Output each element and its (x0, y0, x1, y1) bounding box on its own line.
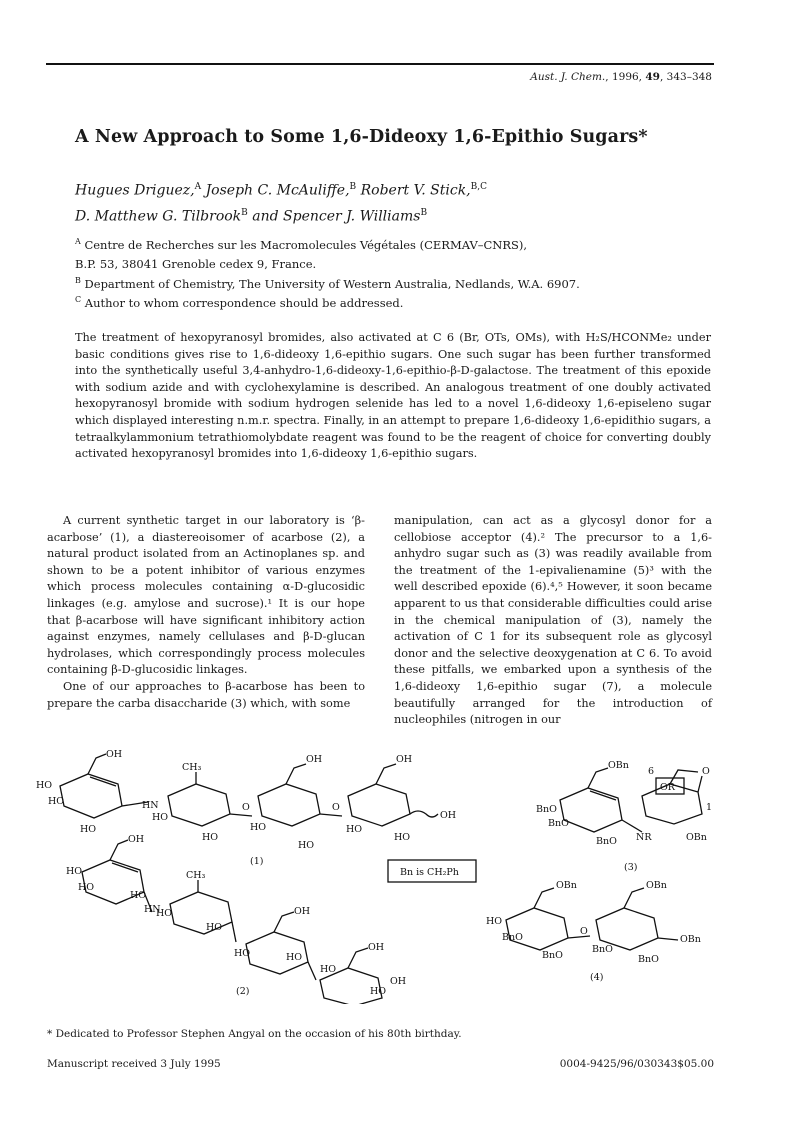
svg-text:(1): (1) (250, 856, 264, 867)
svg-text:CH₃: CH₃ (182, 762, 202, 773)
svg-text:HN: HN (142, 800, 159, 811)
svg-text:HO: HO (48, 796, 65, 807)
svg-text:OH: OH (440, 810, 457, 821)
received-date: Manuscript received 3 July 1995 (47, 1058, 221, 1070)
svg-text:BnO: BnO (502, 932, 523, 943)
svg-text:OBn: OBn (556, 880, 577, 891)
svg-text:HO: HO (80, 824, 97, 835)
svg-text:OH: OH (306, 754, 323, 765)
affiliations (75, 234, 580, 311)
svg-text:HO: HO (78, 882, 95, 893)
svg-text:HN: HN (144, 904, 161, 915)
svg-text:BnO: BnO (638, 954, 659, 965)
footnote: * Dedicated to Professor Stephen Angyal on the occasion of his 80th birthday. (47, 1028, 462, 1040)
svg-text:HO: HO (486, 916, 503, 927)
svg-text:OH: OH (128, 834, 145, 845)
svg-text:HO: HO (286, 952, 303, 963)
svg-text:HO: HO (394, 832, 411, 843)
body-column-right (394, 513, 712, 729)
affiliation-line: $^C$ Author to whom correspondence should be addressed. (75, 294, 404, 310)
svg-text:HO: HO (36, 780, 53, 791)
svg-text:OH: OH (294, 906, 311, 917)
svg-text:HO: HO (320, 964, 337, 975)
affiliation-line: $^A$ Centre de Recherches sur les Macromolecules Végétales (CERMAV–CNRS), (75, 237, 528, 252)
svg-text:HO: HO (202, 832, 219, 843)
paragraph: One of our approaches to β-acarbose has been to prepare the carba disaccharide (3) which, with some (47, 679, 365, 710)
chemical-structures-scheme (30, 744, 770, 1004)
affiliation-line: B.P. 53, 38041 Grenoble cedex 9, France. (75, 257, 317, 272)
svg-text:OR: OR (660, 782, 675, 793)
affiliation-line: $^B$ Department of Chemistry, The University of Western Australia, Nedlands, W.A. 6907. (75, 275, 580, 291)
svg-text:HO: HO (346, 824, 363, 835)
abstract: The treatment of hexopyranosyl bromides, also activated at C 6 (Br, OTs, OMs), with H₂S/HCONMe₂ under basic conditions gives rise to 1,6-dideoxy 1,6-epithio sugars. One such sugar has been further transformed into the synthetically useful 3,4-anhydro-1,6-dideoxy-1,6-epithio-β-D-galactose. The treatment of this epoxide with sodium azide and with cyclohexylamine is described. An analogous treatment of one doubly activated hexopyranosyl bromide with sodium hydrogen selenide has led to a novel 1,6-dideoxy 1,6-episeleno sugar which displayed interesting n.m.r. spectra. Finally, in an attempt to prepare 1,6-dideoxy 1,6-epidithio sugars, a tetraalkylammonium tetrathiomolybdate reagent was found to be the reagent of choice for converting doubly activated hexopyranosyl bromides into 1,6-dideoxy 1,6-epithio sugars. (75, 331, 711, 461)
svg-text:6: 6 (648, 766, 655, 777)
svg-text:OBn: OBn (686, 832, 707, 843)
svg-text:OH: OH (368, 942, 385, 953)
svg-text:BnO: BnO (536, 804, 557, 815)
svg-text:OBn: OBn (680, 934, 701, 945)
header-rule (46, 63, 714, 65)
svg-text:O: O (332, 802, 340, 813)
svg-text:CH₃: CH₃ (186, 870, 206, 881)
svg-text:BnO: BnO (542, 950, 563, 961)
svg-text:HO: HO (250, 822, 267, 833)
svg-text:NR: NR (636, 832, 652, 843)
svg-text:HO: HO (370, 986, 387, 997)
svg-text:HO: HO (130, 890, 147, 901)
article-title: A New Approach to Some 1,6-Dideoxy 1,6-Epithio Sugars* (75, 127, 648, 147)
svg-text:OBn: OBn (608, 760, 629, 771)
body-column-left (47, 513, 365, 712)
svg-text:BnO: BnO (548, 818, 569, 829)
svg-text:1: 1 (706, 802, 713, 813)
svg-text:OBn: OBn (646, 880, 667, 891)
author-list: Hugues Driguez,$^A$ Joseph C. McAuliffe,$^B$ Robert V. Stick,$^{B,C}$ D. Matthew G. Tilbrook$^B$ and Spencer J. Williams$^B$ (75, 182, 488, 225)
svg-text:HO: HO (206, 922, 223, 933)
svg-text:(2): (2) (236, 986, 250, 997)
journal-citation: Aust. J. Chem., 1996, 49, 343–348 (530, 71, 712, 83)
svg-text:(4): (4) (590, 972, 604, 983)
svg-text:O: O (702, 766, 710, 777)
svg-text:HO: HO (152, 812, 169, 823)
svg-text:O: O (242, 802, 250, 813)
svg-text:Bn is CH₂Ph: Bn is CH₂Ph (400, 867, 459, 878)
paragraph: A current synthetic target in our laboratory is ‘β-acarbose’ (1), a diastereoisomer of acarbose (2), a natural product isolated from an Actinoplanes sp. and shown to be a potent inhibitor of various enzymes which process molecules containing α-D-glucosidic linkages (e.g. amylose and sucrose).¹ It is our hope that β-acarbose will have significant inhibitory action against enzymes, namely cellulases and β-D-glucan hydrolases, which correspondingly process molecules containing β-D-glucosidic linkages. (47, 514, 365, 677)
svg-text:BnO: BnO (592, 944, 613, 955)
article-code: 0004-9425/96/030343$05.00 (559, 1058, 714, 1070)
svg-text:OH: OH (106, 749, 123, 760)
svg-text:HO: HO (156, 908, 173, 919)
svg-text:HO: HO (66, 866, 83, 877)
svg-text:OH: OH (390, 976, 407, 987)
svg-text:O: O (580, 926, 588, 937)
svg-text:BnO: BnO (596, 836, 617, 847)
svg-text:HO: HO (298, 840, 315, 851)
svg-text:HO: HO (234, 948, 251, 959)
paragraph: manipulation, can act as a glycosyl donor for a cellobiose acceptor (4).² The precursor to a 1,6-anhydro sugar such as (3) was readily available from the treatment of the 1-epivalienamine (5)³ with the well described epoxide (6).⁴,⁵ However, it soon became apparent to us that considerable difficulties could arise in the chemical manipulation of (3), namely the activation of C 1 for its subsequent role as glycosyl donor and the selective deoxygenation at C 6. To avoid these pitfalls, we embarked upon a synthesis of the 1,6-dideoxy 1,6-epithio sugar (7), a molecule beautifully arranged for the introduction of nucleophiles (nitrogen in our (394, 514, 712, 727)
svg-text:(3): (3) (624, 862, 638, 873)
svg-text:OH: OH (396, 754, 413, 765)
